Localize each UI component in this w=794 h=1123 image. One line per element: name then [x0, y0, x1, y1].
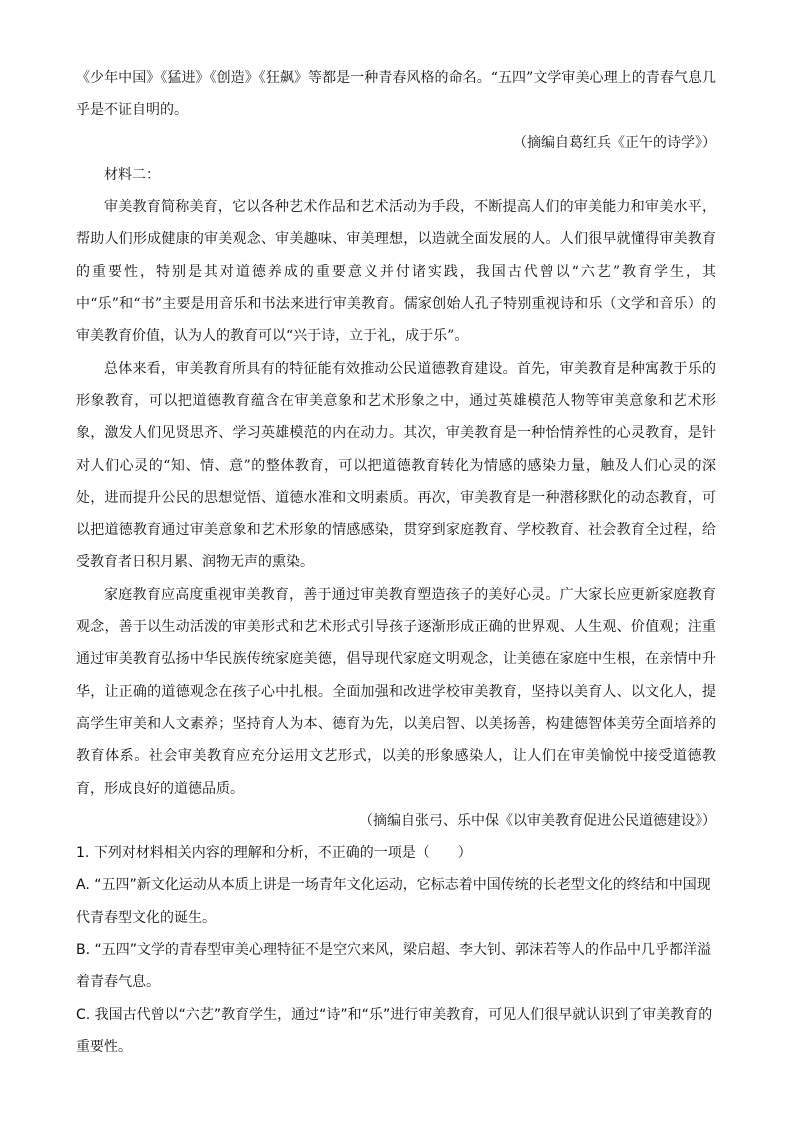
- intro-paragraph-tail: 《少年中国》《猛进》《创造》《狂飙》等都是一种青春风格的命名。“五四”文学审美心理上的青春气息几乎是不证自明的。: [76, 70, 716, 119]
- question-stem: 1. 下列对材料相关内容的理解和分析，不正确的一项是（ ）: [76, 845, 472, 862]
- material-2-paragraph-1: 审美教育简称美育，它以各种艺术作品和艺术活动为手段，不断提高人们的审美能力和审美水平，帮助人们形成健康的审美观念、审美趣味、审美理想，以造就全面发展的人。人们很早就懂得审美教育的重要性，特别是其对道德养成的重要意义并付诸实践，我国古代曾以“六艺”教育学生，其中“乐”和“书”主要是用音乐和书法来进行审美教育。儒家创始人孔子特别重视诗和乐（文学和音乐）的审美教育价值，认为人的教育可以“兴于诗，立于礼，成于乐”。: [76, 199, 716, 345]
- source-citation-1: （摘编自葛红兵《正午的诗学》）: [513, 134, 716, 151]
- option-a: A. “五四”新文化运动从本质上讲是一场青年文化运动，它标志着中国传统的长老型文化的终结和中国现代青春型文化的诞生。: [76, 877, 711, 926]
- option-c: C. 我国古代曾以“六艺”教育学生，通过“诗”和“乐”进行审美教育，可见人们很早就认识到了审美教育的重要性。: [76, 1006, 713, 1055]
- material-2-paragraph-2: 总体来看，审美教育所具有的特征能有效推动公民道德教育建设。首先，审美教育是种寓教于乐的形象教育，可以把道德教育蕴含在审美意象和艺术形象之中，通过英雄模范人物等审美意象和艺术形象，激发人们见贤思齐、学习英雄模范的内在动力。其次，审美教育是一种怡情养性的心灵教育，是针对人们心灵的“知、情、意”的整体教育，可以把道德教育转化为情感的感染力量，触及人们心灵的深处，进而提升公民的思想觉悟、道德水准和文明素质。再次，审美教育是一种潜移默化的动态教育，可以把道德教育通过审美意象和艺术形象的情感感染，贯穿到家庭教育、学校教育、社会教育全过程，给受教育者日积月累、润物无声的熏染。: [76, 360, 716, 571]
- option-b: B. “五四”文学的青春型审美心理特征不是空穴来风，梁启超、李大钊、郭沫若等人的作品中几乎都洋溢着青春气息。: [76, 942, 712, 991]
- question-1: [76, 837, 716, 1063]
- material-2-paragraph-3: 家庭教育应高度重视审美教育，善于通过审美教育塑造孩子的美好心灵。广大家长应更新家庭教育观念，善于以生动活泼的审美形式和艺术形式引导孩子逐渐形成正确的世界观、人生观、价值观；注重通过审美教育弘扬中华民族传统家庭美德，倡导现代家庭文明观念，让美德在家庭中生根，在亲情中升华，让正确的道德观念在孩子心中扎根。全面加强和改进学校审美教育，坚持以美育人、以文化人，提高学生审美和人文素养；坚持育人为本、德育为先，以美启智、以美扬善，构建德智体美劳全面培养的教育体系。社会审美教育应充分运用文艺形式，以美的形象感染人，让人们在审美愉悦中接受道德教育，形成良好的道德品质。: [76, 586, 716, 797]
- page-content: [76, 62, 716, 1063]
- material-2-label: 材料二：: [104, 166, 160, 183]
- source-citation-2: （摘编自张弓、乐中保《以审美教育促进公民道德建设》）: [359, 812, 716, 829]
